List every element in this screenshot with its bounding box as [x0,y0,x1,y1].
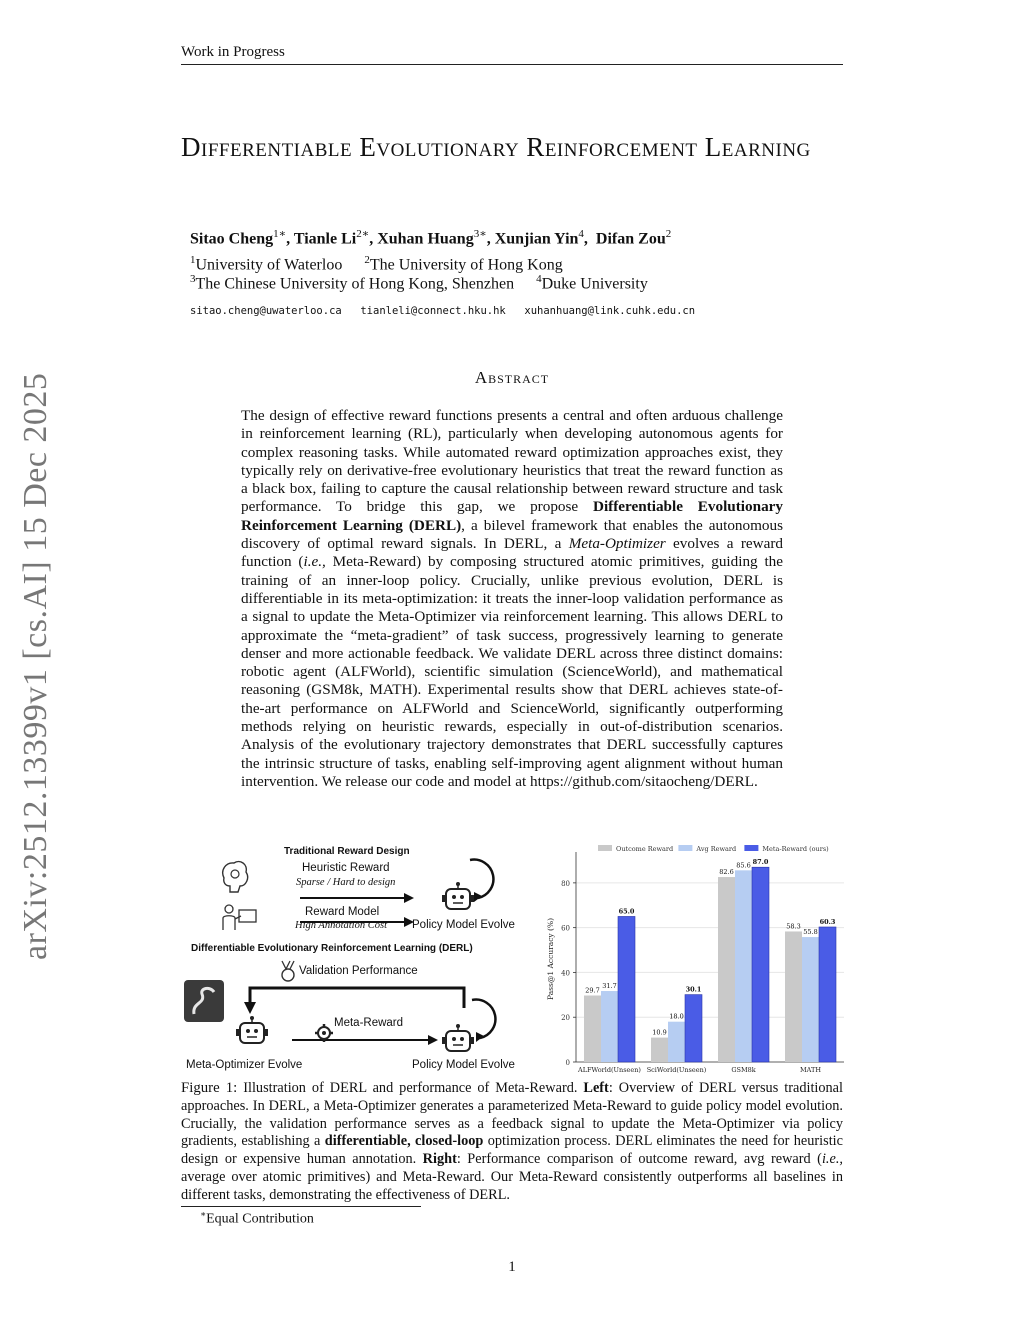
y-tick-label: 60 [561,924,570,933]
policy-evolve-label: Policy Model Evolve [412,919,515,931]
brain-icon [223,862,248,892]
bar-value-label: 18.0 [669,1012,684,1021]
x-tick-label: GSM8k [731,1066,756,1074]
bar [618,916,635,1062]
loop-arrow [470,860,493,898]
bar-value-label: 85.6 [736,861,751,870]
policy-evolve-label: Policy Model Evolve [412,1059,515,1071]
y-axis-label: Pass@1 Accuracy (%) [546,917,555,1001]
author-name: Xuhan Huang [377,230,474,248]
author-name: Sitao Cheng [190,230,274,248]
robot-icon [442,882,474,909]
author-mark: 2∗ [356,228,370,240]
robot-icon [442,1024,474,1051]
meta-optimizer-label: Meta-Optimizer Evolve [186,1059,303,1071]
bar [802,937,819,1062]
chart-svg [540,838,850,1078]
bar [819,927,836,1062]
bar-value-label: 65.0 [618,907,635,916]
y-tick-label: 40 [561,969,570,978]
affiliation-line: $^1$University of Waterloo $^2$The University of Hong Kong [190,254,563,274]
reward-model-sublabel: High Annotation Cost [295,920,387,931]
x-tick-label: SciWorld(Unseen) [646,1066,707,1074]
derl-diagram [182,840,542,1080]
bar [785,931,802,1062]
reward-model-label: Reward Model [305,906,380,918]
bar [584,995,601,1062]
x-tick-label: ALFWorld(Unseen) [578,1066,641,1074]
traditional-title: Traditional Reward Design [284,846,410,857]
footnote: ∗Equal Contribution [200,1209,314,1227]
author-name: Difan Zou [595,230,666,248]
bar [718,877,735,1062]
affiliation: The University of Hong Kong [369,256,563,274]
y-tick-label: 20 [561,1014,570,1023]
affiliation: The Chinese University of Hong Kong, Shenzhen [195,275,515,293]
heuristic-sublabel: Sparse / Hard to design [296,877,396,888]
email-list: sitao.cheng@uwaterloo.ca tianleli@connect.hku.hk xuhanhuang@link.cuhk.edu.cn [190,305,696,317]
bar-value-label: 58.3 [786,922,801,931]
bar-value-label: 30.1 [685,985,702,994]
loop-arrow [472,1000,495,1038]
abstract-heading: Abstract [474,368,550,387]
y-tick-label: 0 [565,1059,570,1067]
bar-value-label: 55.8 [803,928,818,937]
author-name: Tianle Li [293,230,357,248]
paper-title: Differentiable Evolutionary Reinforcement Learning [181,132,811,162]
x-tick-label: MATH [800,1066,821,1074]
legend-swatch [678,845,692,851]
author-mark: 2 [665,228,672,240]
bar-value-label: 82.6 [719,868,734,877]
feedback-arrow [250,988,464,1008]
author-mark: 1∗ [273,228,287,240]
abstract-body: The design of effective reward functions presents a central and often arduous challenge in reinforcement learning (RL), particularly when developing autonomous agents for complex reasoning tasks. While automated reward optimization approaches exist, they typically rely on derivative-free evolutionary heuristics that treat the reward function as a black box, failing to capture the causal relationship between reward structure and task performance. To bridge this gap, we propose Differentiable Evolutionary Reinforcement Learning (DERL), a bilevel framework that enables the autonomous discovery of optimal reward signals. In DERL, a Meta-Optimizer evolves a reward function (i.e., Meta-Reward) by composing structured atomic primitives, guiding the training of an inner-loop policy. Crucially, unlike previous evolution, DERL is differentiable in its meta-optimization: it treats the inner-loop validation performance as a signal to update the Meta-Optimizer via reinforcement learning. This allows DERL to approximate the “meta-gradient” of task success, progressively learning to generate denser and more actionable feedback. We validate DERL across three distinct domains: robotic agent (ALFWorld), scientific simulation (ScienceWorld), and mathematical reasoning (GSM8k, MATH). Experimental results show that DERL achieves state-of-the-art performance on ALFWorld and ScienceWorld, significantly outperforming methods relying on heuristic rewards, especially in out-of-distribution scenarios. Analysis of the evolutionary trajectory demonstrates that DERL successfully captures the intrinsic structure of tasks, enabling self-improving agent alignment without human intervention. We release our code and model at https://github.com/sitaocheng/DERL. [241,407,784,790]
footnote-rule [181,1206,421,1207]
page-number: 1 [508,1259,516,1275]
heuristic-label: Heuristic Reward [302,862,390,874]
bar [651,1038,668,1062]
legend-label: Avg Reward [696,845,737,853]
bar [685,995,702,1062]
meta-optimizer-image [184,980,224,1022]
bar [601,991,618,1062]
arxiv-stamp: arXiv:2512.13399v1 [cs.AI] 15 Dec 2025 [17,372,54,960]
bar-value-label: 29.7 [585,986,600,995]
legend-label: Meta-Reward (ours) [762,845,829,853]
derl-title: Differentiable Evolutionary Reinforcement Learning (DERL) [191,943,473,954]
bar-chart [540,838,850,1078]
bar [668,1022,685,1062]
affiliation-line: $^3$The Chinese University of Hong Kong, Shenzhen $^4$Duke University [190,273,648,293]
affiliation: University of Waterloo [195,256,343,274]
legend-label: Outcome Reward [616,845,674,853]
affiliation: Duke University [541,275,648,293]
figure-caption: Figure 1: Illustration of DERL and performance of Meta-Reward. Left: Overview of DERL versus traditional approaches. In DERL, a Meta-Optimizer generates a parameterized Meta-Reward to guide policy model evolution. Crucially, the validation performance serves as a feedback signal to update the Meta-Optimizer via policy gradients, establishing a differentiable, closed-loop optimization process. DERL eliminates the need for heuristic design or expensive human annotation. Right: Performance comparison of outcome reward, avg reward (i.e., average over atomic primitives) and Meta-Reward. Our Meta-Reward consistently outperforms all baselines in different tasks, demonstrating the effectiveness of DERL. [181,1080,843,1203]
robot-icon [236,1016,268,1043]
bar-value-label: 10.9 [652,1028,667,1037]
bar-value-label: 31.7 [602,982,617,991]
validation-label: Validation Performance [299,965,418,977]
running-header: Work in Progress [181,44,843,65]
diagram-graphics [182,840,542,1080]
annotator-icon [223,905,256,930]
legend-swatch [598,845,612,851]
author-list: Sitao Cheng$^{1∗}$, Tianle $Li^{2∗}$, Xuhan Huang$^{3∗}$, Xunjian Yin$^4$, Difan Zou$^2$ [190,228,672,248]
meta-reward-label: Meta-Reward [334,1017,404,1029]
y-tick-label: 80 [561,879,570,888]
medal-icon [282,961,294,981]
bar-value-label: 87.0 [752,858,769,867]
author-mark: 4 [578,228,584,240]
author-name: Xunjian Yin [494,230,579,248]
bar [735,870,752,1062]
author-mark: 3∗ [473,228,487,240]
legend-swatch [744,845,758,851]
bar [752,867,769,1062]
bar-value-label: 60.3 [819,917,836,926]
